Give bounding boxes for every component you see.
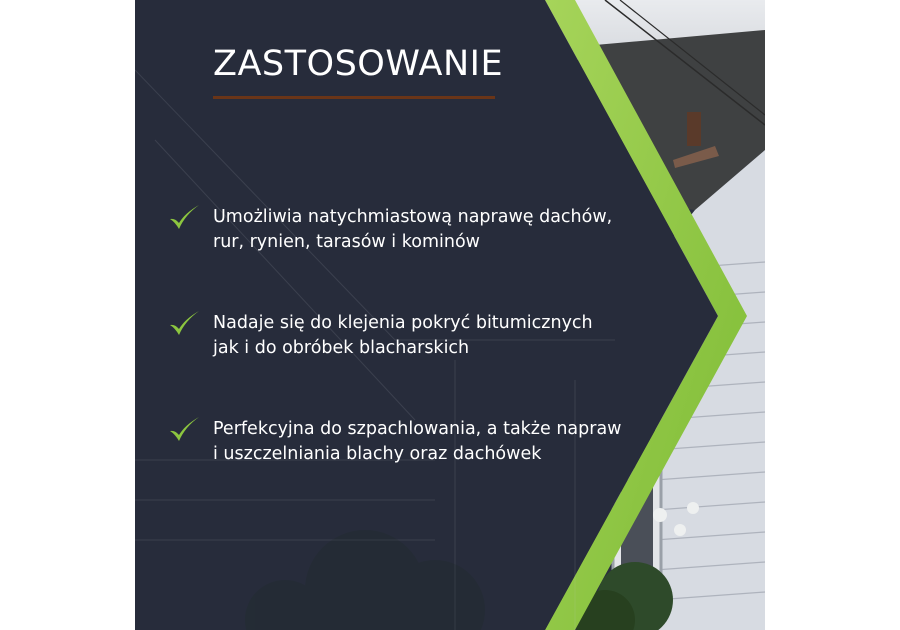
feature-text [213,417,653,467]
feature-text-line: Nadaje się do klejenia pokryć bitumicznych [213,313,593,333]
title-underline [213,96,495,99]
feature-text [213,311,653,361]
feature-text-line: Umożliwia natychmiastową naprawę dachów, [213,207,613,227]
checkmark-icon [167,309,201,339]
feature-text-line: rur, rynien, tarasów i kominów [213,232,480,252]
checkmark-icon [167,415,201,445]
feature-text [213,205,653,255]
feature-text-line: i uszczelniania blachy oraz dachówek [213,444,542,464]
feature-text-line: jak i do obróbek blacharskich [213,338,470,358]
feature-text-line: Perfekcyjna do szpachlowania, a także napraw [213,419,622,439]
page-title: ZASTOSOWANIE [213,44,504,84]
promo-poster [135,0,765,630]
checkmark-icon [167,203,201,233]
